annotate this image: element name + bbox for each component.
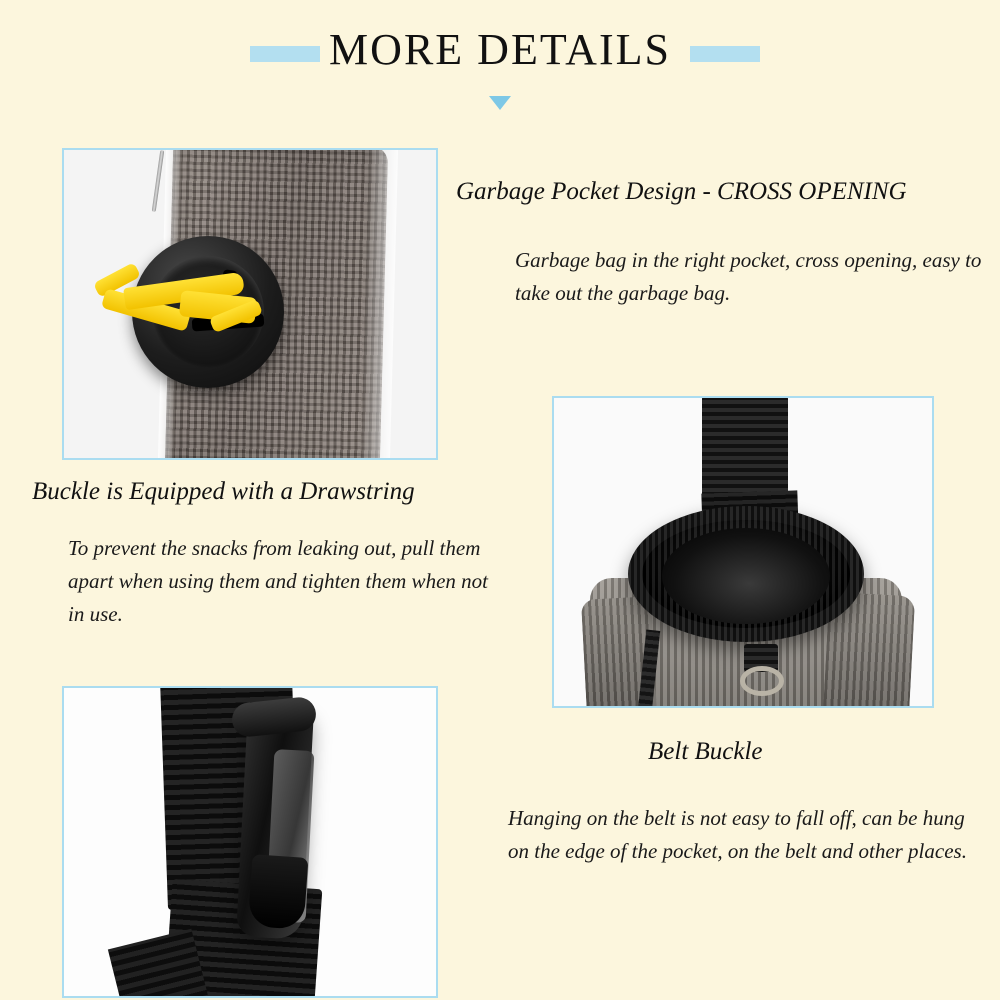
body-garbage-pocket: Garbage bag in the right pocket, cross opening, easy to take out the garbage bag. (515, 248, 982, 305)
heading-garbage-pocket: Garbage Pocket Design - CROSS OPENING (456, 178, 907, 205)
photo-belt-buckle (62, 686, 438, 998)
page-header (0, 0, 1000, 100)
photo-garbage-pocket (62, 148, 438, 460)
belt-clip-hook (248, 854, 309, 930)
heading-drawstring-buckle: Buckle is Equipped with a Drawstring (32, 478, 415, 505)
body-belt-buckle: Hanging on the belt is not easy to fall off, can be hung on the edge of the pocket, on the belt and other places. (508, 806, 967, 863)
chevron-down-icon (489, 96, 511, 110)
photo-drawstring-buckle (552, 396, 934, 708)
cinched-drawstring-fabric (662, 528, 830, 624)
body-drawstring-buckle: To prevent the snacks from leaking out, pull them apart when using them and tighten them when not in use. (68, 536, 488, 626)
page-title: MORE DETAILS (329, 25, 671, 74)
heading-belt-buckle: Belt Buckle (648, 738, 763, 765)
d-ring (740, 666, 784, 696)
